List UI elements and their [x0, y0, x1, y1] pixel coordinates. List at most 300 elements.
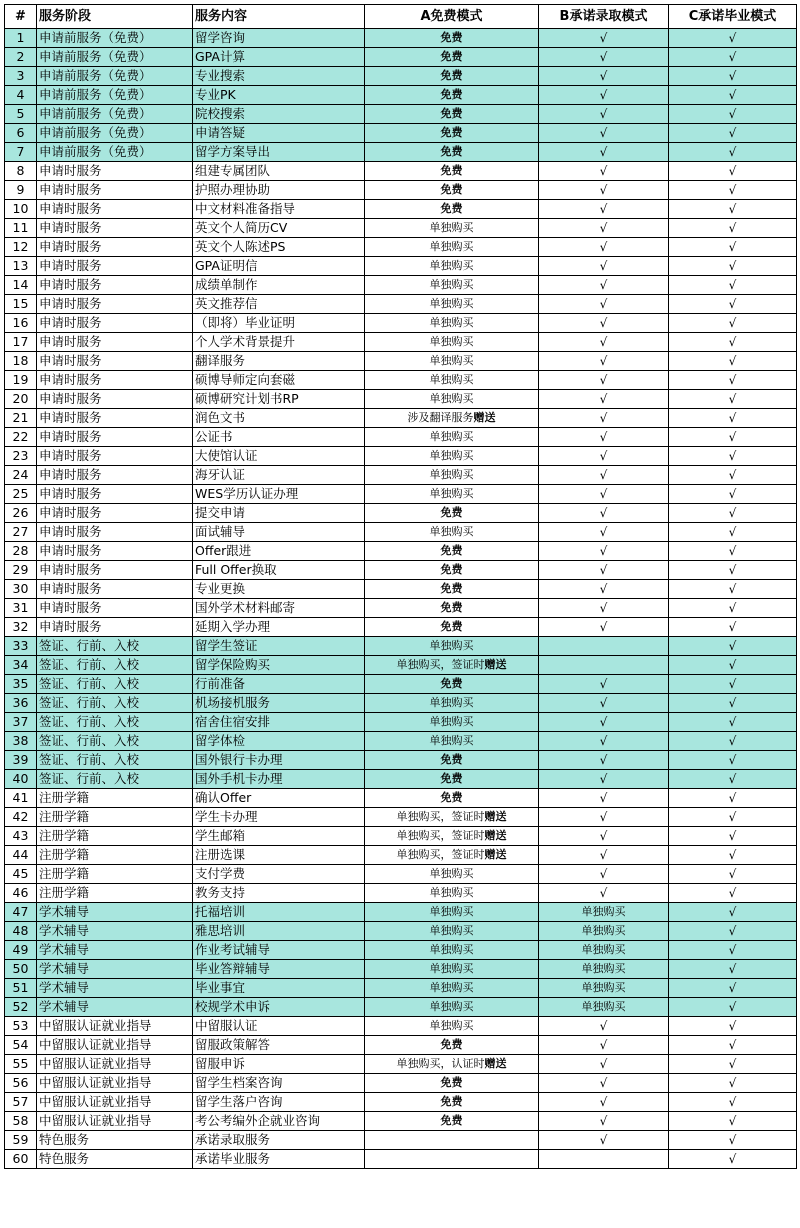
- mode-c-value: √: [669, 846, 797, 865]
- mode-a-value: [365, 257, 539, 276]
- mode-a-text: 单独购买: [429, 962, 474, 975]
- service-content: 教务支持: [193, 884, 365, 903]
- service-content: 确认Offer: [193, 789, 365, 808]
- mode-b-value: √: [539, 200, 669, 219]
- table-row: [5, 808, 797, 827]
- mode-c-value: √: [669, 219, 797, 238]
- mode-b-value: √: [539, 409, 669, 428]
- mode-b-value: √: [539, 1112, 669, 1131]
- mode-b-value: √: [539, 1074, 669, 1093]
- row-number: 48: [5, 922, 37, 941]
- mode-c-value: √: [669, 1036, 797, 1055]
- service-content: 国外银行卡办理: [193, 751, 365, 770]
- row-number: 20: [5, 390, 37, 409]
- mode-a-text: 免费: [440, 1076, 463, 1089]
- table-row: [5, 1017, 797, 1036]
- mode-c-value: √: [669, 29, 797, 48]
- service-stage: 申请时服务: [37, 257, 193, 276]
- table-row: [5, 86, 797, 105]
- mode-a-value: [365, 599, 539, 618]
- row-number: 32: [5, 618, 37, 637]
- mode-a-value: [365, 675, 539, 694]
- mode-b-value: [539, 1150, 669, 1169]
- row-number: 55: [5, 1055, 37, 1074]
- mode-b-value: √: [539, 67, 669, 86]
- mode-c-value: √: [669, 428, 797, 447]
- mode-a-text: 免费: [440, 31, 463, 44]
- row-number: 4: [5, 86, 37, 105]
- table-row: [5, 542, 797, 561]
- service-stage: 申请时服务: [37, 352, 193, 371]
- row-number: 46: [5, 884, 37, 903]
- mode-c-value: √: [669, 409, 797, 428]
- mode-a-value: [365, 466, 539, 485]
- mode-b-value: √: [539, 770, 669, 789]
- row-number: 42: [5, 808, 37, 827]
- mode-a-text: 免费: [440, 126, 463, 139]
- service-content: 校规学术申诉: [193, 998, 365, 1017]
- mode-a-value: [365, 561, 539, 580]
- mode-c-value: √: [669, 865, 797, 884]
- row-number: 26: [5, 504, 37, 523]
- mode-a-text: 单独购买，认证时: [396, 1057, 485, 1070]
- mode-a-value: [365, 808, 539, 827]
- service-stage: 签证、行前、入校: [37, 732, 193, 751]
- service-stage: 申请时服务: [37, 504, 193, 523]
- mode-a-text: 单独购买: [429, 525, 474, 538]
- service-stage: 申请时服务: [37, 181, 193, 200]
- mode-c-value: √: [669, 238, 797, 257]
- mode-a-text: 单独购买，签证时: [396, 810, 485, 823]
- table-row: [5, 618, 797, 637]
- mode-a-text: 单独购买: [429, 715, 474, 728]
- row-number: 22: [5, 428, 37, 447]
- mode-a-text: 免费: [440, 1095, 463, 1108]
- row-number: 37: [5, 713, 37, 732]
- row-number: 41: [5, 789, 37, 808]
- table-row: [5, 238, 797, 257]
- service-content: 护照办理协助: [193, 181, 365, 200]
- service-content: 托福培训: [193, 903, 365, 922]
- mode-b-value: √: [539, 276, 669, 295]
- mode-a-text: 单独购买: [429, 335, 474, 348]
- mode-b-value: √: [539, 371, 669, 390]
- service-content: 国外手机卡办理: [193, 770, 365, 789]
- row-number: 12: [5, 238, 37, 257]
- table-row: [5, 599, 797, 618]
- mode-a-text: 免费: [440, 753, 463, 766]
- row-number: 60: [5, 1150, 37, 1169]
- mode-a-text: 涉及翻译服务: [407, 411, 474, 424]
- table-row: [5, 732, 797, 751]
- mode-c-value: √: [669, 485, 797, 504]
- mode-a-text: 免费: [440, 50, 463, 63]
- row-number: 39: [5, 751, 37, 770]
- service-content: （即将）毕业证明: [193, 314, 365, 333]
- header-mode-b: B承诺录取模式: [539, 5, 669, 29]
- service-stage: 特色服务: [37, 1150, 193, 1169]
- mode-b-value: 单独购买: [539, 941, 669, 960]
- mode-a-text: 单独购买: [429, 1019, 474, 1032]
- mode-b-value: √: [539, 884, 669, 903]
- mode-c-value: √: [669, 675, 797, 694]
- mode-c-value: √: [669, 770, 797, 789]
- mode-c-value: √: [669, 618, 797, 637]
- service-content: 个人学术背景提升: [193, 333, 365, 352]
- table-row: [5, 181, 797, 200]
- table-row: [5, 295, 797, 314]
- service-content: 专业PK: [193, 86, 365, 105]
- mode-a-value: [365, 618, 539, 637]
- table-row: [5, 1112, 797, 1131]
- table-row: [5, 960, 797, 979]
- table-row: [5, 276, 797, 295]
- mode-c-value: √: [669, 48, 797, 67]
- mode-a-text: 单独购买: [429, 867, 474, 880]
- table-row: [5, 48, 797, 67]
- service-stage: 注册学籍: [37, 789, 193, 808]
- mode-a-text: 免费: [440, 183, 463, 196]
- mode-b-value: √: [539, 675, 669, 694]
- mode-a-value: [365, 960, 539, 979]
- table-header-row: [5, 5, 797, 29]
- mode-b-value: √: [539, 618, 669, 637]
- service-content: 翻译服务: [193, 352, 365, 371]
- mode-a-value: [365, 751, 539, 770]
- table-row: [5, 314, 797, 333]
- mode-c-value: √: [669, 713, 797, 732]
- service-stage: 申请前服务（免费）: [37, 105, 193, 124]
- service-content: 大使馆认证: [193, 447, 365, 466]
- mode-c-value: √: [669, 1093, 797, 1112]
- table-row: [5, 124, 797, 143]
- service-content: 专业搜索: [193, 67, 365, 86]
- mode-a-text: 单独购买: [429, 905, 474, 918]
- mode-c-value: √: [669, 960, 797, 979]
- service-content: 留学咨询: [193, 29, 365, 48]
- mode-c-value: √: [669, 352, 797, 371]
- service-content: 硕博导师定向套磁: [193, 371, 365, 390]
- service-stage: 中留服认证就业指导: [37, 1112, 193, 1131]
- mode-a-text: 单独购买: [429, 259, 474, 272]
- mode-a-value: [365, 428, 539, 447]
- mode-a-value: [365, 333, 539, 352]
- service-stage: 申请时服务: [37, 314, 193, 333]
- mode-c-value: √: [669, 276, 797, 295]
- mode-b-value: √: [539, 314, 669, 333]
- row-number: 43: [5, 827, 37, 846]
- mode-a-value: [365, 447, 539, 466]
- service-stage: 申请前服务（免费）: [37, 67, 193, 86]
- mode-c-value: √: [669, 751, 797, 770]
- mode-a-text: 单独购买: [429, 392, 474, 405]
- service-content: GPA证明信: [193, 257, 365, 276]
- mode-c-value: √: [669, 941, 797, 960]
- row-number: 52: [5, 998, 37, 1017]
- mode-b-value: 单独购买: [539, 960, 669, 979]
- table-row: [5, 884, 797, 903]
- mode-c-value: √: [669, 979, 797, 998]
- table-row: [5, 485, 797, 504]
- mode-c-value: √: [669, 1131, 797, 1150]
- mode-b-value: √: [539, 48, 669, 67]
- mode-c-value: √: [669, 542, 797, 561]
- mode-a-text: 单独购买: [429, 696, 474, 709]
- service-content: 润色文书: [193, 409, 365, 428]
- mode-c-value: √: [669, 447, 797, 466]
- mode-a-value: [365, 542, 539, 561]
- row-number: 31: [5, 599, 37, 618]
- table-row: [5, 1093, 797, 1112]
- table-row: [5, 162, 797, 181]
- table-row: [5, 466, 797, 485]
- mode-b-value: √: [539, 447, 669, 466]
- mode-a-value: [365, 732, 539, 751]
- mode-c-value: √: [669, 922, 797, 941]
- service-stage: 申请前服务（免费）: [37, 29, 193, 48]
- mode-a-text: 免费: [440, 107, 463, 120]
- mode-a-text: 单独购买: [429, 924, 474, 937]
- service-stage: 申请时服务: [37, 200, 193, 219]
- mode-a-value: [365, 637, 539, 656]
- mode-c-value: √: [669, 694, 797, 713]
- mode-a-value: [365, 694, 539, 713]
- table-row: [5, 561, 797, 580]
- table-row: [5, 1074, 797, 1093]
- mode-c-value: √: [669, 314, 797, 333]
- service-content: 留学生落户咨询: [193, 1093, 365, 1112]
- service-content: 硕博研究计划书RP: [193, 390, 365, 409]
- service-stage: 申请前服务（免费）: [37, 48, 193, 67]
- mode-a-text: 单独购买: [429, 221, 474, 234]
- row-number: 16: [5, 314, 37, 333]
- table-row: [5, 770, 797, 789]
- mode-c-value: √: [669, 105, 797, 124]
- service-stage: 中留服认证就业指导: [37, 1093, 193, 1112]
- table-row: [5, 1055, 797, 1074]
- table-row: [5, 846, 797, 865]
- mode-a-text: 免费: [440, 145, 463, 158]
- mode-a-text: 单独购买: [429, 449, 474, 462]
- table-row: [5, 390, 797, 409]
- table-row: [5, 865, 797, 884]
- table-row: [5, 580, 797, 599]
- mode-a-value: [365, 903, 539, 922]
- row-number: 50: [5, 960, 37, 979]
- row-number: 59: [5, 1131, 37, 1150]
- mode-a-value: [365, 998, 539, 1017]
- mode-b-value: √: [539, 86, 669, 105]
- service-content: 学生邮箱: [193, 827, 365, 846]
- mode-b-value: √: [539, 257, 669, 276]
- mode-a-gift: 赠送: [484, 658, 507, 671]
- service-stage: 申请时服务: [37, 333, 193, 352]
- service-stage: 申请前服务（免费）: [37, 124, 193, 143]
- service-stage: 申请时服务: [37, 219, 193, 238]
- service-stage: 中留服认证就业指导: [37, 1074, 193, 1093]
- row-number: 58: [5, 1112, 37, 1131]
- row-number: 38: [5, 732, 37, 751]
- table-row: [5, 523, 797, 542]
- mode-a-value: [365, 314, 539, 333]
- service-stage: 注册学籍: [37, 808, 193, 827]
- mode-a-value: [365, 713, 539, 732]
- service-stage: 申请时服务: [37, 580, 193, 599]
- table-row: [5, 713, 797, 732]
- mode-c-value: √: [669, 67, 797, 86]
- mode-b-value: √: [539, 162, 669, 181]
- table-row: [5, 200, 797, 219]
- mode-a-text: 单独购买: [429, 297, 474, 310]
- service-content: 支付学费: [193, 865, 365, 884]
- mode-b-value: √: [539, 428, 669, 447]
- mode-a-text: 单独购买: [429, 373, 474, 386]
- service-content: 留学方案导出: [193, 143, 365, 162]
- row-number: 49: [5, 941, 37, 960]
- table-row: [5, 751, 797, 770]
- mode-b-value: √: [539, 504, 669, 523]
- table-row: [5, 371, 797, 390]
- service-comparison-table: [4, 4, 797, 1169]
- service-stage: 注册学籍: [37, 846, 193, 865]
- table-row: [5, 789, 797, 808]
- service-content: 毕业答辩辅导: [193, 960, 365, 979]
- mode-a-value: [365, 941, 539, 960]
- service-stage: 注册学籍: [37, 884, 193, 903]
- row-number: 13: [5, 257, 37, 276]
- service-content: 学生卡办理: [193, 808, 365, 827]
- table-row: [5, 143, 797, 162]
- mode-c-value: √: [669, 390, 797, 409]
- service-content: 考公考编外企就业咨询: [193, 1112, 365, 1131]
- table-row: [5, 637, 797, 656]
- mode-a-value: [365, 1055, 539, 1074]
- service-content: 中文材料准备指导: [193, 200, 365, 219]
- mode-c-value: √: [669, 86, 797, 105]
- mode-b-value: √: [539, 466, 669, 485]
- mode-c-value: √: [669, 504, 797, 523]
- header-content: 服务内容: [193, 5, 365, 29]
- mode-c-value: √: [669, 523, 797, 542]
- mode-a-text: 免费: [440, 202, 463, 215]
- mode-a-text: 免费: [440, 677, 463, 690]
- row-number: 11: [5, 219, 37, 238]
- row-number: 10: [5, 200, 37, 219]
- mode-a-text: 免费: [440, 582, 463, 595]
- mode-c-value: √: [669, 371, 797, 390]
- mode-a-text: 免费: [440, 164, 463, 177]
- mode-c-value: √: [669, 599, 797, 618]
- service-content: 成绩单制作: [193, 276, 365, 295]
- row-number: 17: [5, 333, 37, 352]
- mode-a-text: 单独购买: [429, 354, 474, 367]
- service-stage: 中留服认证就业指导: [37, 1036, 193, 1055]
- row-number: 2: [5, 48, 37, 67]
- row-number: 18: [5, 352, 37, 371]
- service-content: Offer跟进: [193, 542, 365, 561]
- mode-a-text: 免费: [440, 620, 463, 633]
- mode-b-value: √: [539, 219, 669, 238]
- service-content: 申请答疑: [193, 124, 365, 143]
- mode-c-value: √: [669, 637, 797, 656]
- mode-b-value: √: [539, 523, 669, 542]
- mode-a-text: 单独购买，签证时: [396, 658, 485, 671]
- service-content: 英文个人陈述PS: [193, 238, 365, 257]
- mode-a-text: 免费: [440, 544, 463, 557]
- row-number: 27: [5, 523, 37, 542]
- mode-b-value: √: [539, 1055, 669, 1074]
- mode-c-value: √: [669, 1150, 797, 1169]
- service-stage: 中留服认证就业指导: [37, 1055, 193, 1074]
- mode-a-value: [365, 504, 539, 523]
- service-stage: 申请前服务（免费）: [37, 143, 193, 162]
- service-stage: 签证、行前、入校: [37, 713, 193, 732]
- mode-a-text: 免费: [440, 563, 463, 576]
- mode-b-value: √: [539, 808, 669, 827]
- mode-a-value: [365, 1036, 539, 1055]
- mode-a-text: 单独购买: [429, 981, 474, 994]
- row-number: 51: [5, 979, 37, 998]
- mode-a-value: [365, 922, 539, 941]
- mode-c-value: √: [669, 124, 797, 143]
- table-row: [5, 447, 797, 466]
- service-content: 组建专属团队: [193, 162, 365, 181]
- service-content: 中留服认证: [193, 1017, 365, 1036]
- mode-b-value: √: [539, 865, 669, 884]
- service-content: 专业更换: [193, 580, 365, 599]
- service-stage: 学术辅导: [37, 922, 193, 941]
- service-content: 毕业事宜: [193, 979, 365, 998]
- mode-c-value: √: [669, 808, 797, 827]
- service-stage: 学术辅导: [37, 979, 193, 998]
- row-number: 28: [5, 542, 37, 561]
- mode-c-value: √: [669, 295, 797, 314]
- mode-c-value: √: [669, 143, 797, 162]
- mode-b-value: √: [539, 143, 669, 162]
- mode-a-text: 单独购买: [429, 734, 474, 747]
- mode-c-value: √: [669, 561, 797, 580]
- table-row: [5, 656, 797, 675]
- mode-b-value: √: [539, 29, 669, 48]
- row-number: 6: [5, 124, 37, 143]
- mode-a-gift: 赠送: [484, 829, 507, 842]
- mode-a-value: [365, 846, 539, 865]
- mode-a-text: 免费: [440, 601, 463, 614]
- mode-c-value: √: [669, 466, 797, 485]
- service-stage: 注册学籍: [37, 865, 193, 884]
- service-stage: 申请时服务: [37, 295, 193, 314]
- mode-b-value: √: [539, 1017, 669, 1036]
- row-number: 53: [5, 1017, 37, 1036]
- table-row: [5, 333, 797, 352]
- table-row: [5, 67, 797, 86]
- table-row: [5, 1131, 797, 1150]
- row-number: 7: [5, 143, 37, 162]
- mode-b-value: √: [539, 542, 669, 561]
- row-number: 24: [5, 466, 37, 485]
- row-number: 33: [5, 637, 37, 656]
- mode-a-text: 单独购买: [429, 943, 474, 956]
- table-row: [5, 352, 797, 371]
- service-stage: 申请时服务: [37, 428, 193, 447]
- mode-a-value: [365, 884, 539, 903]
- service-stage: 申请时服务: [37, 409, 193, 428]
- row-number: 25: [5, 485, 37, 504]
- row-number: 29: [5, 561, 37, 580]
- mode-b-value: √: [539, 485, 669, 504]
- mode-a-gift: 赠送: [484, 810, 507, 823]
- mode-b-value: √: [539, 1093, 669, 1112]
